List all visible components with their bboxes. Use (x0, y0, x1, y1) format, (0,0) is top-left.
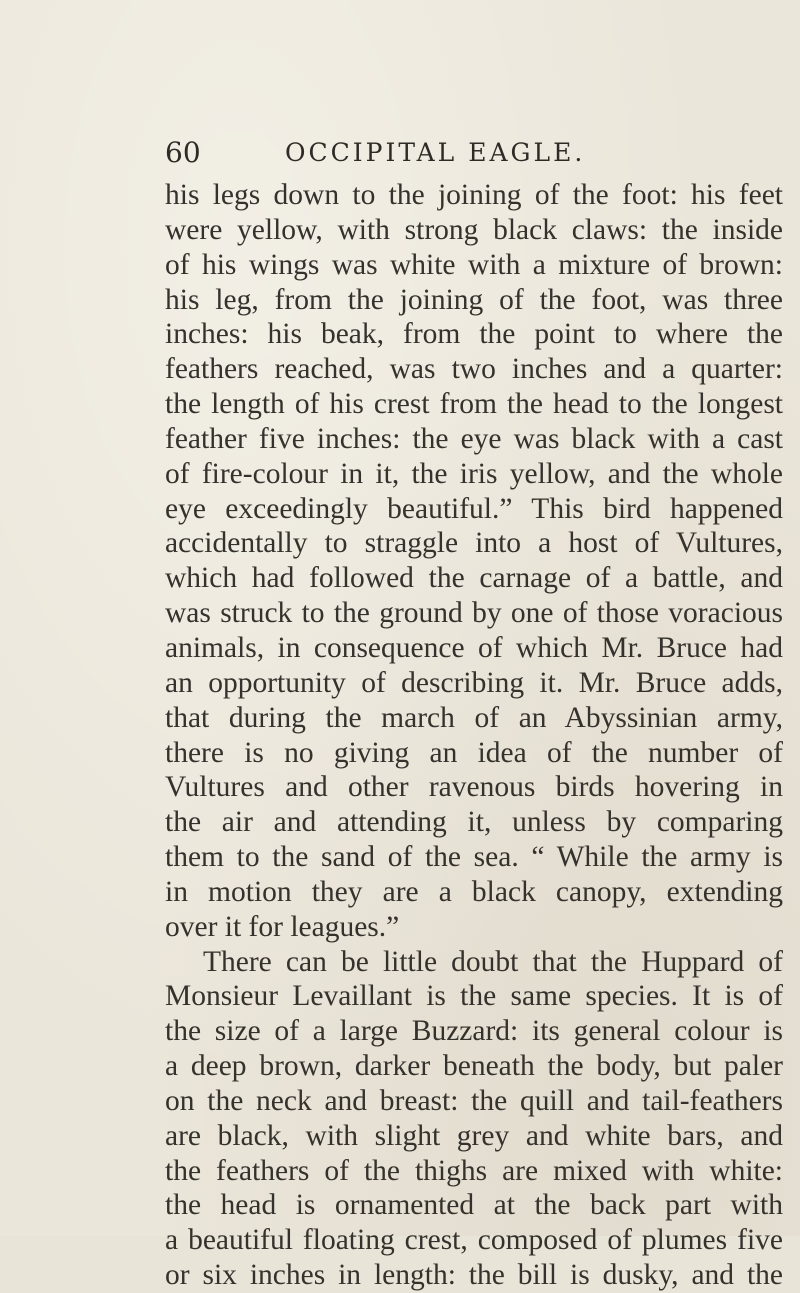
text-line: that during the march of an Abyssinian army, (165, 701, 783, 734)
text-line: there is no giving an idea of the number of (165, 736, 783, 769)
text-line: of fire-colour in it, the iris yellow, and the whole (165, 457, 783, 490)
text-line: the air and attending it, unless by comparing (165, 806, 783, 839)
text-line: of his wings was white with a mixture of brown: (165, 248, 783, 281)
text-line: were yellow, with strong black claws: the inside (165, 213, 783, 246)
text-line: was struck to the ground by one of those voracious (165, 597, 783, 630)
text-line: eye exceedingly beautiful.” This bird happened (165, 492, 783, 525)
page-number: 60 (165, 136, 201, 169)
page-header (165, 136, 785, 176)
text-line: inches: his beak, from the point to where the (165, 318, 783, 351)
text-line: feather five inches: the eye was black with a cast (165, 422, 783, 455)
text-line: on the neck and breast: the quill and tail-feathers (165, 1084, 783, 1117)
text-line: are black, with slight grey and white bars, and (165, 1119, 783, 1152)
text-line: over it for leagues.” (165, 910, 400, 943)
text-line: his legs down to the joining of the foot: his feet (165, 179, 783, 211)
text-line: which had followed the carnage of a battle, and (165, 562, 783, 595)
paragraph-start-line: There can be little doubt that the Huppard of (203, 945, 783, 978)
text-line: a deep brown, darker beneath the body, but paler (165, 1050, 783, 1083)
text-line: the feathers of the thighs are mixed with white: (165, 1154, 783, 1187)
text-line: accidentally to straggle into a host of Vultures, (165, 527, 783, 560)
text-line: animals, in consequence of which Mr. Bruce had (165, 631, 783, 664)
text-line: Vultures and other ravenous birds hovering in (165, 771, 783, 804)
text-line: the length of his crest from the head to the longest (165, 388, 783, 421)
text-line: a beautiful floating crest, composed of plumes five (165, 1224, 783, 1257)
body-text (165, 178, 783, 1293)
text-line: them to the sand of the sea. “ While the army is (165, 841, 783, 874)
text-line: an opportunity of describing it. Mr. Bruce adds, (165, 666, 783, 699)
text-line: feathers reached, was two inches and a quarter: (165, 353, 783, 386)
text-line: Monsieur Levaillant is the same species. It is of (165, 980, 783, 1013)
text-line: in motion they are a black canopy, extending (165, 875, 783, 908)
text-line: the size of a large Buzzard: its general colour is (165, 1015, 783, 1048)
text-line: or six inches in length: the bill is dusky, and the (165, 1259, 783, 1292)
text-line: his leg, from the joining of the foot, was three (165, 283, 783, 316)
running-head: OCCIPITAL EAGLE. (285, 138, 586, 167)
text-line: the head is ornamented at the back part with (165, 1189, 783, 1222)
